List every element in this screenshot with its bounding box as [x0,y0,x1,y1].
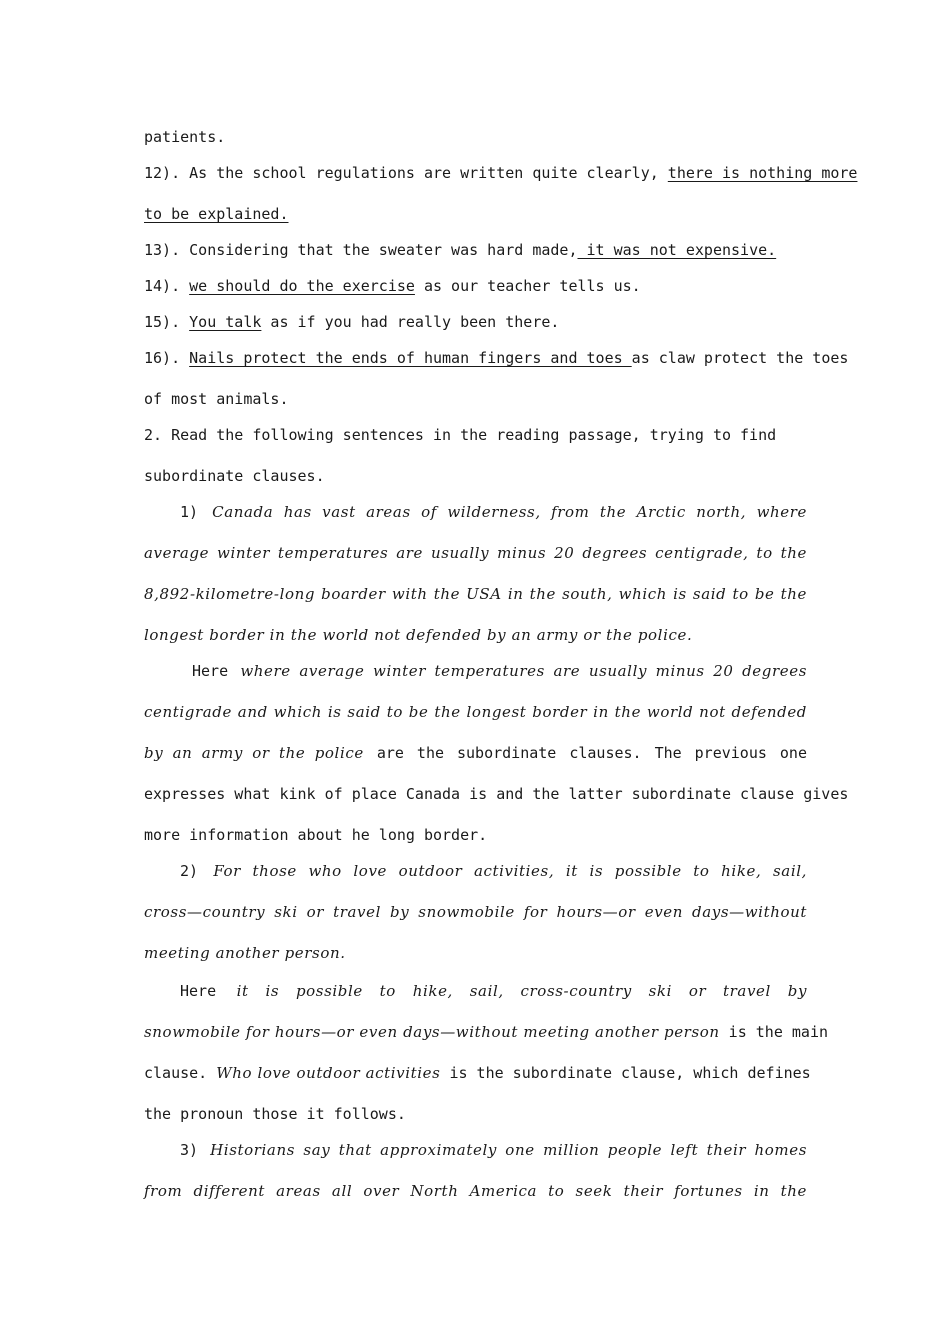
underlined-answer: there is nothing more [667,164,858,182]
text-line [144,203,807,225]
exercise-12: 12). As the school regulations are written quite clearly, there is nothing more [144,164,858,182]
text-line: clause. Who love outdoor activities is the subordinate clause, which defines [144,1064,811,1082]
text-line: of most animals. [144,390,289,408]
exercise-13: 13). Considering that the sweater was hard made, it was not expensive. [144,241,777,259]
text-line: more information about he long border. [144,826,488,844]
underlined-answer: we should do the exercise [189,277,415,295]
underlined-answer: to be explained. [144,205,289,223]
example-2: 2) For those who love outdoor activities, it is possible to hike, sail, [180,862,807,880]
text-line: centigrade and which is said to be the longest border in the world not defended [144,703,807,721]
text-line: by an army or the police are the subordinate clauses. The previous one [144,744,807,762]
underlined-answer: Nails protect the ends of human fingers and toes [189,349,632,367]
text-line: the pronoun those it follows. [144,1105,406,1123]
text-line: snowmobile for hours—or even days—without meeting another person is the main [144,1023,829,1041]
text-line: meeting another person. [144,944,346,962]
text-line: average winter temperatures are usually minus 20 degrees centigrade, to the [144,544,807,562]
example-3: 3) Historians say that approximately one million people left their homes [180,1141,807,1159]
section-heading: 2. Read the following sentences in the reading passage, trying to find [144,426,777,444]
text-line: subordinate clauses. [144,467,325,485]
text-line: patients. [144,128,226,146]
example-1: 1) Canada has vast areas of wilderness, from the Arctic north, where [180,503,807,521]
exercise-14: 14). we should do the exercise as our teacher tells us. [144,277,641,295]
exercise-16: 16). Nails protect the ends of human fingers and toes as claw protect the toes [144,349,849,367]
explanation-1: Here where average winter temperatures are usually minus 20 degrees [192,662,807,680]
exercise-15: 15). You talk as if you had really been there. [144,313,560,331]
text-line: 8,892-kilometre-long boarder with the USA in the south, which is said to be the [144,585,807,603]
underlined-answer: it was not expensive. [577,241,777,259]
text-line: longest border in the world not defended by an army or the police. [144,626,693,644]
text-line: cross—country ski or travel by snowmobile for hours—or even days—without [144,903,807,921]
text-line: from different areas all over North America to seek their fortunes in the [144,1182,807,1200]
explanation-2: Here it is possible to hike, sail, cross-country ski or travel by [180,982,808,1000]
underlined-answer: You talk [189,313,262,331]
text-line: expresses what kink of place Canada is and the latter subordinate clause gives [144,785,849,803]
